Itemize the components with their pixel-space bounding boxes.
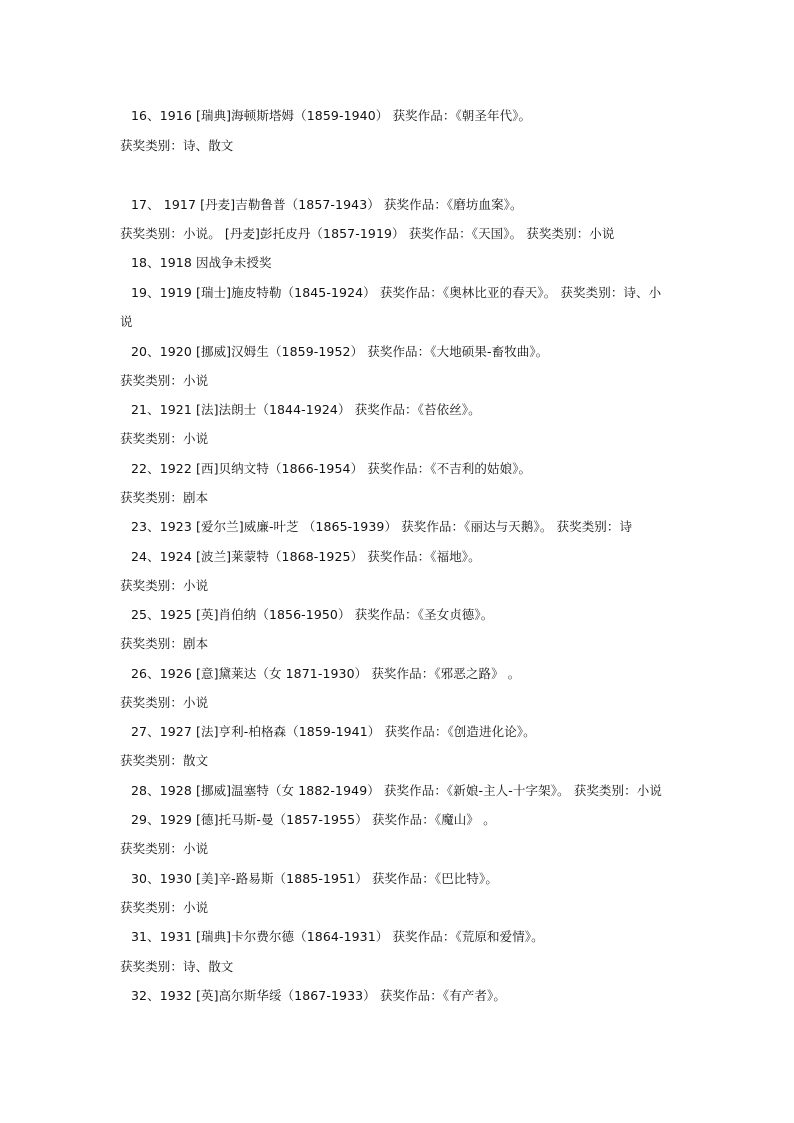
entry-line-1916: 16、1916 [瑞典]海顿斯塔姆（1859-1940） 获奖作品：《朝圣年代》。	[131, 108, 532, 123]
entry-line-1923: 23、1923 [爱尔兰]威廉-叶芝 （1865-1939） 获奖作品：《丽达与天鹅》。 获奖类别：诗	[131, 519, 633, 534]
entry-line-1925: 25、1925 [英]肖伯纳（1856-1950） 获奖作品：《圣女贞德》。	[131, 607, 494, 622]
entry-line-1931: 31、1931 [瑞典]卡尔费尔德（1864-1931） 获奖作品：《荒原和爱情》。	[131, 929, 544, 944]
category-line-1929: 获奖类别：小说	[120, 841, 209, 856]
category-line-1931: 获奖类别：诗、散文	[120, 959, 234, 974]
entry-line-1924: 24、1924 [波兰]莱蒙特（1868-1925） 获奖作品：《福地》。	[131, 549, 481, 564]
entry-line-1932: 32、1932 [英]高尔斯华绥（1867-1933） 获奖作品：《有产者》。	[131, 988, 506, 1003]
entry-line-1919-continued: 说	[120, 314, 133, 329]
category-line-1917: 获奖类别：小说。 [丹麦]彭托皮丹（1857-1919） 获奖作品：《天国》。 获奖类别：小说	[120, 226, 615, 241]
entry-line-1927: 27、1927 [法]亨利-柏格森（1859-1941） 获奖作品：《创造进化论》。	[131, 724, 536, 739]
entry-line-1922: 22、1922 [西]贝纳文特（1866-1954） 获奖作品：《不吉利的姑娘》。	[131, 461, 532, 476]
category-line-1924: 获奖类别：小说	[120, 578, 209, 593]
category-line-1920: 获奖类别：小说	[120, 373, 209, 388]
entry-line-1919: 19、1919 [瑞士]施皮特勒（1845-1924） 获奖作品：《奥林比亚的春天》。 获奖类别：诗、小	[131, 285, 662, 300]
category-line-1916: 获奖类别：诗、散文	[120, 138, 234, 153]
category-line-1930: 获奖类别：小说	[120, 900, 209, 915]
entry-line-1928: 28、1928 [挪威]温塞特（女 1882-1949） 获奖作品：《新娘-主人-十字架》。 获奖类别：小说	[131, 783, 662, 798]
entry-line-1921: 21、1921 [法]法朗士（1844-1924） 获奖作品：《苔依丝》。	[131, 402, 481, 417]
category-line-1926: 获奖类别：小说	[120, 695, 209, 710]
entry-line-1926: 26、1926 [意]黛莱达（女 1871-1930） 获奖作品：《邪恶之路》 。	[131, 666, 521, 681]
entry-line-1929: 29、1929 [德]托马斯-曼（1857-1955） 获奖作品：《魔山》 。	[131, 812, 496, 827]
category-line-1925: 获奖类别：剧本	[120, 636, 209, 651]
category-line-1921: 获奖类别：小说	[120, 431, 209, 446]
category-line-1927: 获奖类别：散文	[120, 753, 209, 768]
entry-line-1918: 18、1918 因战争未授奖	[131, 255, 272, 270]
entry-line-1920: 20、1920 [挪威]汉姆生（1859-1952） 获奖作品：《大地硕果-畜牧曲》。	[131, 344, 549, 359]
category-line-1922: 获奖类别：剧本	[120, 490, 209, 505]
entry-line-1930: 30、1930 [美]辛-路易斯（1885-1951） 获奖作品：《巴比特》。	[131, 871, 498, 886]
entry-line-1917: 17、 1917 [丹麦]吉勒鲁普（1857-1943） 获奖作品：《磨坊血案》。	[131, 197, 523, 212]
